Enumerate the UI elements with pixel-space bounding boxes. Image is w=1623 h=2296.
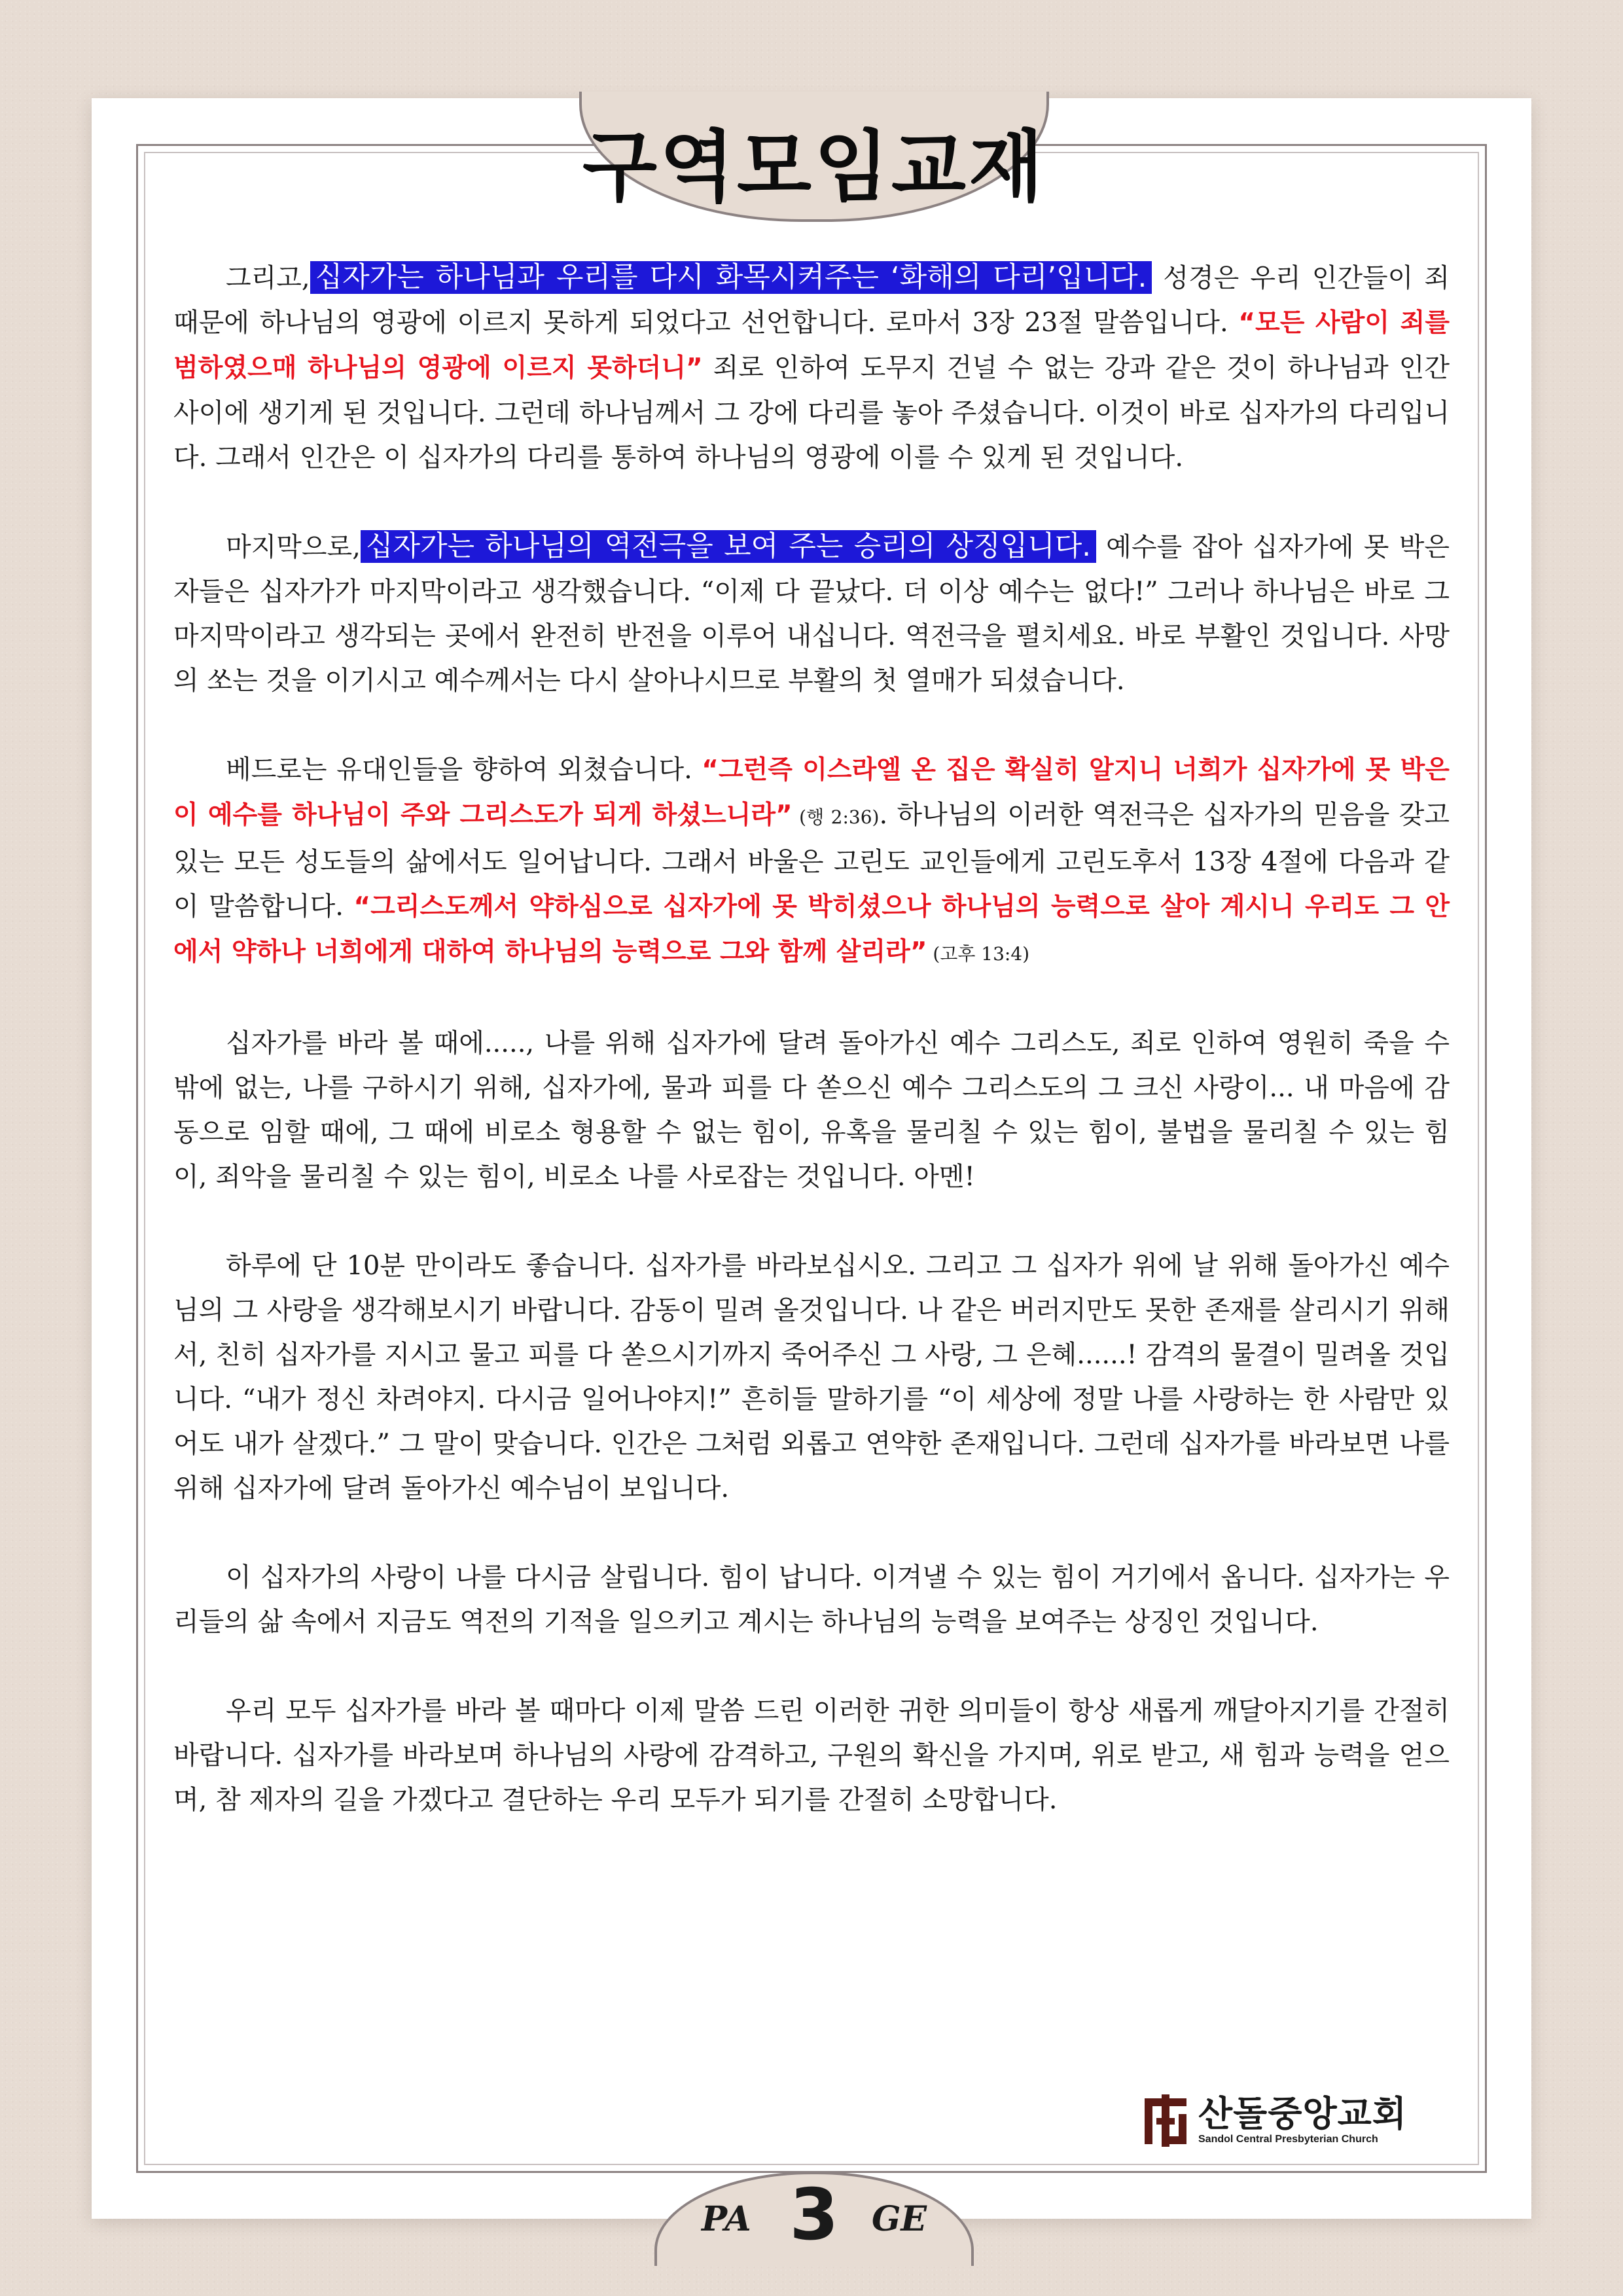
scripture-quote: “그리스도께서 약하심으로 십자가에 못 박히셨으나 하나님의 능력으로 살아 계시니 우리도 그 안에서 약하나 너희에게 대하여 하나님의 능력으로 그와 함께 살리라” [173, 892, 1450, 967]
page-number-tab [654, 2172, 974, 2266]
paragraph-closing: 우리 모두 십자가를 바라 볼 때마다 이제 말씀 드린 이러한 귀한 의미들이 항상 새롭게 깨달아지기를 간절히 바랍니다. 십자가를 바라보며 하나님의 사랑에 감격하고, 구원의 확신을 가지며, 위로 받고, 새 힘과 능력을 얻으며, 참 제자의 길을 가겠다고 결단하는 우리 모두가 되기를 간절히 소망합니다. [173, 1696, 1450, 1815]
paragraph-lead: 마지막으로, [226, 532, 361, 562]
page-title: 구역모임교재 [582, 122, 1046, 212]
church-logo [1142, 2091, 1407, 2150]
highlighted-heading: 십자가는 하나님의 역전극을 보여 주는 승리의 상징입니다. [361, 530, 1096, 563]
paragraph-lead: 베드로는 유대인들을 향하여 외쳤습니다. [226, 755, 702, 785]
paragraph-reconciliation [173, 255, 1450, 480]
paragraph-text: . 하나님의 이러한 역전극은 십자가의 믿음을 갖고있는 모든 성도들의 삶에서도 일어납니다. 그래서 바울은 고린도 교인들에게 고린도후서 13장 4절에 다음과 같이 말씀합니다. [173, 800, 1450, 922]
scripture-reference: (고후 13:4) [927, 943, 1030, 965]
paragraph-lead: 그리고, [226, 263, 310, 293]
paragraph-love-revives: 이 십자가의 사랑이 나를 다시금 살립니다. 힘이 납니다. 이겨낼 수 있는 힘이 거기에서 옵니다. 십자가는 우리들의 삶 속에서 지금도 역전의 기적을 일으키고 계시는 하나님의 능력을 보여주는 상징인 것입니다. [173, 1562, 1450, 1637]
title-tab [579, 92, 1049, 222]
paragraph-ten-minutes: 하루에 단 10분 만이라도 좋습니다. 십자가를 바라보십시오. 그리고 그 십자가 위에 날 위해 돌아가신 예수님의 그 사랑을 생각해보시기 바랍니다. 감동이 밀려 올것입니다. 나 같은 버러지만도 못한 존재를 살리시기 위해서, 친히 십자가를 지시고 물고 피를 다 쏟으시기까지 죽어주신 그 사랑, 그 은혜......! 감격의 물결이 밀려올 것입니다. “내가 정신 차려야지. 다시금 일어나야지!” 흔히들 말하기를 “이 세상에 정말 나를 사랑하는 한 사람만 있어도 내가 살겠다.” 그 말이 맞습니다. 인간은 그처럼 외롭고 연약한 존재입니다. 그런데 십자가를 바라보면 나를 위해 십자가에 달려 돌아가신 예수님이 보입니다. [173, 1251, 1450, 1503]
body-content [173, 255, 1450, 1867]
paragraph-victory [173, 524, 1450, 703]
church-emblem-icon [1142, 2094, 1189, 2147]
paragraph-looking-at-cross: 십자가를 바라 볼 때에....., 나를 위해 십자가에 달려 돌아가신 예수 그리스도, 죄로 인하여 영원히 죽을 수 밖에 없는, 나를 구하시기 위해, 십자가에, 물과 피를 다 쏟으신 예수 그리스도의 그 크신 사랑이... 내 마음에 감동으로 임할 때에, 그 때에 비로소 형용할 수 없는 힘이, 유혹을 물리칠 수 있는 힘이, 불법을 물리칠 수 있는 힘이, 죄악을 물리칠 수 있는 힘이, 비로소 나를 사로잡는 것입니다. 아멘! [173, 1028, 1450, 1192]
paragraph-text: 죄로 인하여 도무지 건널 수 없는 강과 같은 것이 하나님과 인간 사이에 생기게 된 것입니다. 그런데 하나님께서 그 강에 다리를 놓아 주셨습니다. 이것이 바로 십자가의 다리입니다. 그래서 인간은 이 십자가의 다리를 통하여 하나님의 영광에 이를 수 있게 된 것입니다. [173, 353, 1450, 473]
paragraph-peter [173, 747, 1450, 977]
paragraph-text: 성경은 우리 인간들이 죄 때문에 하나님의 영광에 이르지 못하게 되었다고 선언합니다. 로마서 3장 23절 말씀입니다. [173, 263, 1450, 338]
page-label-left: PA [702, 2199, 751, 2239]
highlighted-heading: 십자가는 하나님과 우리를 다시 화목시켜주는 ‘화해의 다리’입니다. [310, 261, 1152, 294]
church-name-english: Sandol Central Presbyterian Church [1198, 2134, 1378, 2145]
scripture-quote: “모든 사람이 죄를 범하였으매 하나님의 영광에 이르지 못하더니” [173, 308, 1450, 383]
scripture-reference: (행 2:36) [792, 806, 880, 828]
page-label-right: GE [871, 2199, 927, 2239]
paragraph-text: 예수를 잡아 십자가에 못 박은 자들은 십자가가 마지막이라고 생각했습니다. “이제 다 끝났다. 더 이상 예수는 없다!” 그러나 하나님은 바로 그 마지막이라고 생각되는 곳에서 완전히 반전을 이루어 내십니다. 역전극을 펼치세요. 바로 부활인 것입니다. 사망의 쏘는 것을 이기시고 예수께서는 다시 살아나시므로 부활의 첫 열매가 되셨습니다. [173, 532, 1450, 696]
church-name: 산돌중앙교회 [1198, 2093, 1407, 2134]
page-number: 3 [789, 2174, 839, 2256]
scripture-quote: “그런즉 이스라엘 온 집은 확실히 알지니 너희가 십자가에 못 박은 이 예수를 하나님이 주와 그리스도가 되게 하셨느니라” [173, 755, 1450, 830]
